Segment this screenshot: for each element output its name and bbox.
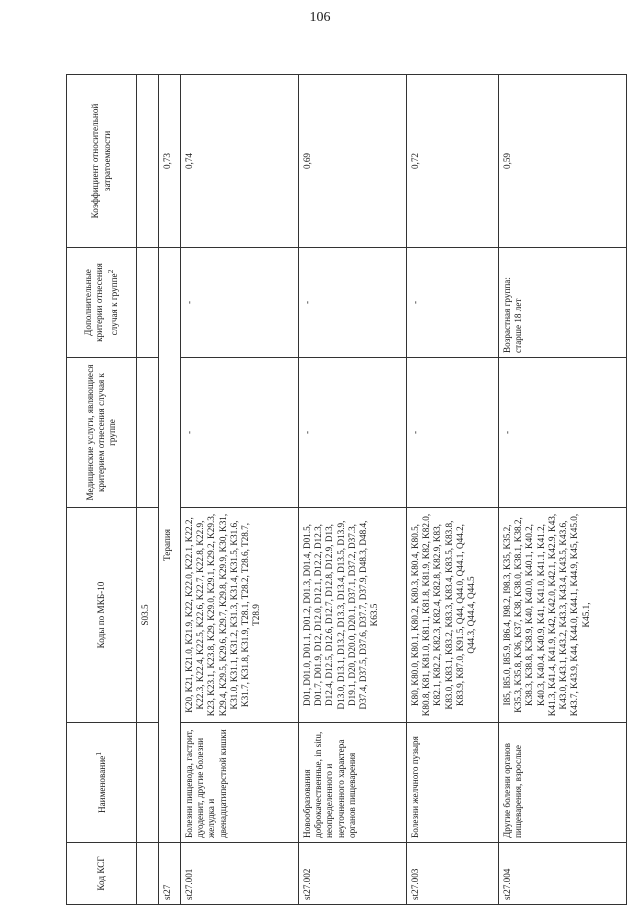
row-name: Новообразования доброкачественные, in situ, неопределенного и неуточненного характера органов пищеварения (299, 723, 407, 843)
table-row (181, 75, 299, 905)
row-coef: 0,59 (499, 75, 627, 248)
row-icd: I85, I85.0, I85.9, I86.4, I98.2, I98.3, K35, K35.2, K35.3, K35.8, K36, K37, K38, K38.0, K38.1, K38.2, K38.3, K38.8, K38.9, K40, K40.0, K40.1, K40.2, K40.3, K40.4, K40.9, K41, K41.0, K41.1, K41.2, K41.3, K41.4, K41.9, K42, K42.0, K42.1, K42.9, K43, K43.0, K43.1, K43.2, K43.3, K43.4, K43.5, K43.6, K43.7, K43.9, K44, K44.0, K44.1, K44.9, K45, K45.0, K45.1, (499, 508, 627, 723)
group-row (137, 75, 159, 905)
row-name: Другие болезни органов пищеварения, взрослые (499, 723, 627, 843)
row-coef: 0,74 (181, 75, 299, 248)
table-row (499, 75, 627, 905)
row-code: st27.003 (407, 843, 499, 905)
row-code: st27.004 (499, 843, 627, 905)
profile-coef: 0,73 (159, 75, 181, 248)
row-criteria: - (181, 248, 299, 358)
table-row (407, 75, 499, 905)
header-code: Код КСГ (67, 843, 137, 905)
row-name: Болезни пищевода, гастрит, дуоденит, другие болезни желудка и двенадцатиперстной кишки (181, 723, 299, 843)
row-services: - (499, 358, 627, 508)
table-row (299, 75, 407, 905)
header-icd: Коды по МКБ-10 (67, 508, 137, 723)
header-services: Медицинские услуги, являющиеся критерием отнесения случая к группе (67, 358, 137, 508)
profile-row (159, 75, 181, 905)
group-code: S03.5 (137, 508, 159, 723)
row-services: - (299, 358, 407, 508)
row-code: st27.001 (181, 843, 299, 905)
row-coef: 0,69 (299, 75, 407, 248)
row-icd: K80, K80.0, K80.1, K80.2, K80.3, K80.4, K80.5, K80.8, K81, K81.0, K81.1, K81.8, K81.9, K82, K82.0, K82.1, K82.2, K82.3, K82.4, K82.8, K82.9, K83, K83.0, K83.1, K83.2, K83.3, K83.4, K83.5, K83.8, K83.9, K87.0, K91.5, Q44, Q44.0, Q44.1, Q44.2, Q44.3, Q44.4, Q44.5 (407, 508, 499, 723)
row-icd: D01, D01.0, D01.1, D01.2, D01.3, D01.4, D01.5, D01.7, D01.9, D12, D12.0, D12.1, D12.2, D12.3, D12.4, D12.5, D12.6, D12.7, D12.8, D12.9, D13, D13.0, D13.1, D13.2, D13.3, D13.4, D13.5, D13.9, D19.1, D20, D20.0, D20.1, D37.1, D37.2, D37.3, D37.4, D37.5, D37.6, D37.7, D37.9, D48.3, D48.4, K63.5 (299, 508, 407, 723)
row-services: - (181, 358, 299, 508)
row-icd: K20, K21, K21.0, K21.9, K22, K22.0, K22.1, K22.2, K22.3, K22.4, K22.5, K22.6, K22.7, K22.8, K22.9, K23, K23.1, K23.8, K29, K29.0, K29.1, K29.2, K29.3, K29.4, K29.5, K29.6, K29.7, K29.8, K29.9, K30, K31, K31.0, K31.1, K31.2, K31.3, K31.4, K31.5, K31.6, K31.7, K31.8, K31.9, T28.1, T28.2, T28.6, T28.7, T28.9 (181, 508, 299, 723)
header-name: Наименование$^1$ (67, 723, 137, 843)
ksg-table (66, 74, 627, 905)
row-criteria: - (299, 248, 407, 358)
row-criteria: - (407, 248, 499, 358)
row-name: Болезни желчного пузыря (407, 723, 499, 843)
header-criteria: Дополнительные критерии отнесения случая к группе$^2$ (67, 248, 137, 358)
profile-code: st27 (159, 843, 181, 905)
header-row (67, 75, 137, 905)
row-code: st27.002 (299, 843, 407, 905)
rotated-table-container (66, 75, 626, 905)
row-services: - (407, 358, 499, 508)
header-coef: Коэффициент относительной затратоемкости (67, 75, 137, 248)
page-number: 106 (309, 10, 331, 25)
row-criteria: Возрастная группа: старше 18 лет (499, 248, 627, 358)
profile-name: Терапия (159, 248, 181, 843)
row-coef: 0,72 (407, 75, 499, 248)
